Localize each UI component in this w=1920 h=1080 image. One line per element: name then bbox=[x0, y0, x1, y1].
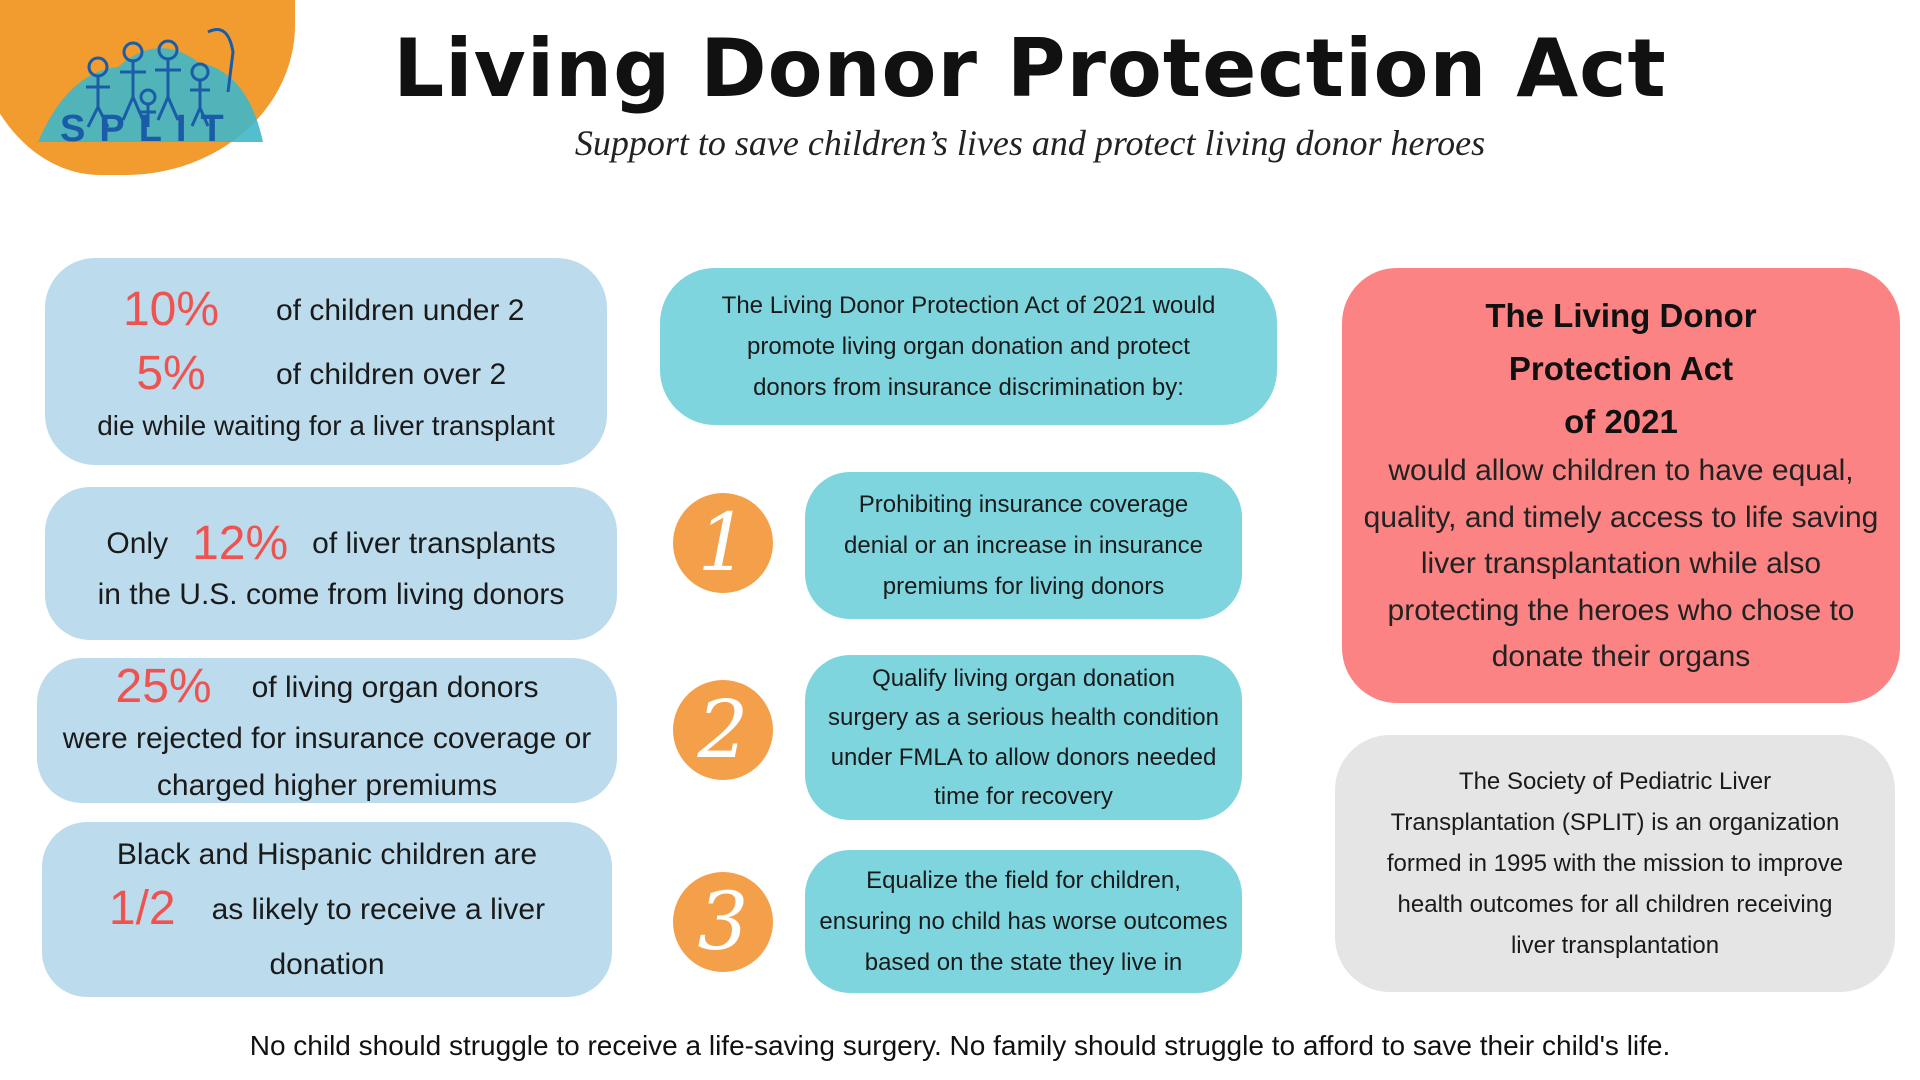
provision-line: Prohibiting insurance coverage bbox=[858, 490, 1189, 518]
about-line: The Society of Pediatric Liver bbox=[1458, 767, 1772, 795]
stat-value: 25% bbox=[115, 660, 212, 714]
act-body-line: quality, and timely access to life saving bbox=[1363, 500, 1879, 534]
number-badge-3: 3 bbox=[673, 872, 773, 972]
act-body-line: donate their organs bbox=[1491, 640, 1751, 674]
intro-card bbox=[660, 268, 1277, 425]
provision-line: based on the state they live in bbox=[864, 949, 1183, 977]
stat-caption: die while waiting for a liver transplant bbox=[97, 409, 555, 441]
provision-line: under FMLA to allow donors needed bbox=[830, 743, 1217, 771]
stat-value: 1/2 bbox=[108, 882, 176, 936]
intro-line: donors from insurance discrimination by: bbox=[753, 374, 1184, 402]
provision-line: ensuring no child has worse outcomes bbox=[819, 907, 1228, 935]
page-title: Living Donor Protection Act bbox=[393, 22, 1667, 115]
about-line: liver transplantation bbox=[1510, 932, 1720, 960]
stat-card-disparity bbox=[42, 822, 612, 997]
act-heading: Protection Act bbox=[1508, 349, 1734, 387]
stat-card-living-donors bbox=[45, 487, 617, 640]
stat-caption: charged higher premiums bbox=[156, 768, 498, 802]
about-line: Transplantation (SPLIT) is an organization bbox=[1390, 808, 1840, 836]
stat-caption: donation bbox=[269, 947, 385, 981]
act-summary-card bbox=[1342, 268, 1900, 703]
act-body-line: liver transplantation while also bbox=[1420, 547, 1822, 581]
stat-value: 10% bbox=[122, 282, 220, 336]
provision-card-2 bbox=[805, 655, 1242, 820]
stat-caption: were rejected for insurance coverage or bbox=[62, 721, 592, 755]
stat-label: as likely to receive a liver bbox=[211, 892, 546, 926]
stat-card-waiting bbox=[45, 258, 607, 465]
provision-line: Equalize the field for children, bbox=[866, 866, 1181, 894]
act-body-line: protecting the heroes who chose to bbox=[1387, 593, 1855, 627]
stat-card-rejected bbox=[37, 658, 617, 803]
act-heading: of 2021 bbox=[1564, 402, 1678, 440]
stat-label: of children under 2 bbox=[276, 293, 525, 327]
act-heading: The Living Donor bbox=[1485, 297, 1757, 335]
logo-text: SPLIT bbox=[60, 108, 238, 150]
number-badge-2: 2 bbox=[673, 680, 773, 780]
intro-line: The Living Donor Protection Act of 2021 would bbox=[721, 291, 1216, 319]
stat-value: 5% bbox=[136, 347, 206, 401]
act-body-line: would allow children to have equal, bbox=[1388, 454, 1854, 488]
provision-card-1 bbox=[805, 472, 1242, 619]
page-subtitle: Support to save children’s lives and protect living donor heroes bbox=[574, 123, 1486, 163]
provision-card-3 bbox=[805, 850, 1242, 993]
provision-line: Qualify living organ donation bbox=[872, 665, 1175, 693]
provision-line: surgery as a serious health condition bbox=[828, 704, 1219, 732]
stat-label: of living organ donors bbox=[251, 671, 539, 704]
about-line: health outcomes for all children receiving bbox=[1397, 891, 1833, 919]
split-about-card bbox=[1335, 735, 1895, 992]
about-line: formed in 1995 with the mission to improve bbox=[1386, 849, 1844, 877]
provision-line: time for recovery bbox=[934, 782, 1113, 810]
intro-line: promote living organ donation and protect bbox=[747, 332, 1190, 360]
stat-caption: in the U.S. come from living donors bbox=[97, 578, 565, 612]
stat-label: Only bbox=[106, 527, 169, 561]
stat-label: of liver transplants bbox=[312, 527, 556, 561]
stat-value: 12% bbox=[192, 516, 289, 570]
footer-statement: No child should struggle to receive a life-saving surgery. No family should struggle to afford to save their child's life. bbox=[249, 1030, 1671, 1061]
stat-caption: Black and Hispanic children are bbox=[116, 838, 538, 872]
provision-line: premiums for living donors bbox=[882, 573, 1165, 601]
provision-line: denial or an increase in insurance bbox=[844, 531, 1203, 559]
stat-label: of children over 2 bbox=[276, 357, 507, 391]
number-badge-1: 1 bbox=[673, 493, 773, 593]
